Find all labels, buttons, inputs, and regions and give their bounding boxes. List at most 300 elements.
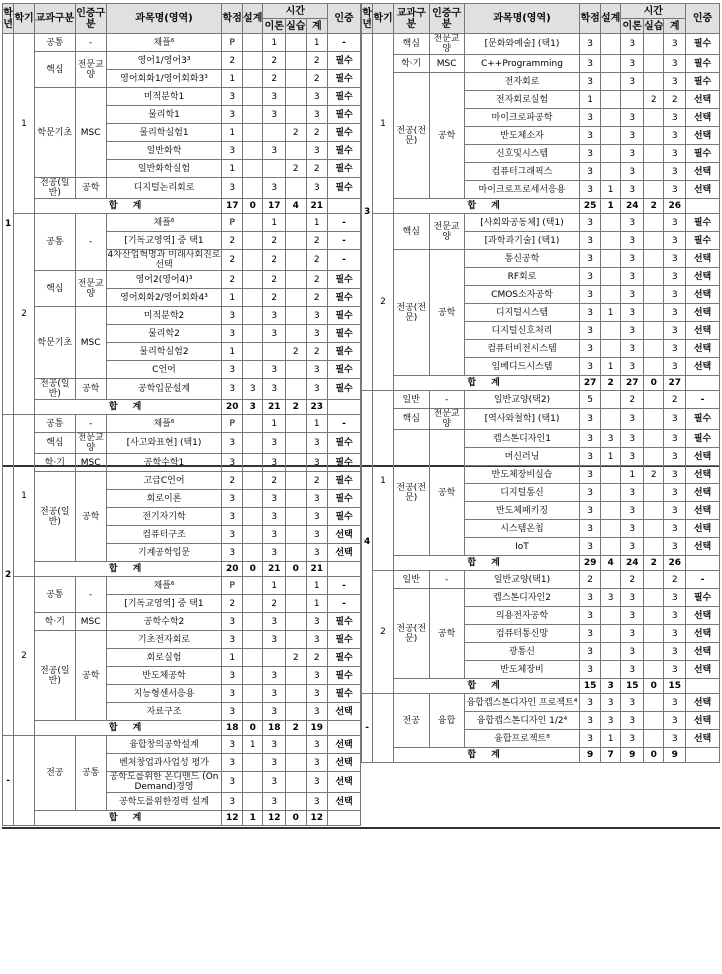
cert-cell: 필수 — [328, 289, 361, 307]
year-cell: 1 — [3, 34, 14, 415]
total-practice: 2 — [643, 556, 664, 571]
cert-cell: 선택 — [686, 127, 720, 145]
total-cert — [686, 679, 720, 694]
cert-cell: 필수 — [328, 685, 361, 703]
design-cell — [600, 145, 621, 163]
credits-cell: 3 — [222, 772, 243, 793]
design-cell: 3 — [600, 712, 621, 730]
practice-cell — [643, 250, 664, 268]
subject-cell: 일반교양(택1) — [464, 571, 580, 589]
credits-cell: 3 — [222, 508, 243, 526]
division-cell: 공통 — [34, 415, 75, 433]
total-label: 합 계 — [34, 562, 222, 577]
subject-cell: C++Programming — [464, 55, 580, 73]
header-time: 시간 — [621, 4, 686, 19]
theory-cell: 3 — [621, 322, 644, 340]
theory-cell: 3 — [621, 268, 644, 286]
credits-cell: 3 — [580, 625, 601, 643]
division-cell: 학문기초 — [34, 88, 75, 178]
theory-cell: 3 — [621, 55, 644, 73]
cert-type-cell: 공학 — [75, 631, 106, 721]
subject-cell: 컴퓨터구조 — [106, 526, 222, 544]
credits-cell: 3 — [580, 163, 601, 181]
subject-cell: 반도체공학 — [106, 667, 222, 685]
practice-cell — [286, 361, 307, 379]
practice-cell — [286, 754, 307, 772]
design-cell — [242, 793, 263, 811]
total-cell: 1 — [306, 34, 328, 52]
subject-cell: 영어2(영어4)³ — [106, 271, 222, 289]
cert-cell: - — [328, 214, 361, 232]
subject-cell: 반도체소자 — [464, 127, 580, 145]
total-cell: 3 — [664, 409, 686, 430]
total-cell: 3 — [664, 304, 686, 322]
semester-cell: 1 — [14, 34, 35, 214]
theory-cell: 2 — [621, 391, 644, 409]
total-credits: 17 — [222, 199, 243, 214]
semester-cell: 1 — [373, 34, 394, 214]
credits-cell: 3 — [222, 106, 243, 124]
total-cell: 1 — [306, 415, 328, 433]
total-cert — [686, 556, 720, 571]
header-time: 시간 — [263, 4, 328, 19]
credits-cell: 3 — [580, 73, 601, 91]
subject-cell: [기독교영역] 중 택1 — [106, 232, 222, 250]
header-division: 교과구분 — [393, 4, 429, 34]
cert-cell: 필수 — [328, 490, 361, 508]
practice-cell: 2 — [286, 160, 307, 178]
division-cell: 핵심 — [34, 52, 75, 88]
division-cell: 일반 — [393, 391, 429, 409]
theory-cell: 2 — [263, 472, 286, 490]
practice-cell — [643, 358, 664, 376]
practice-cell — [286, 325, 307, 343]
total-cell: 3 — [306, 88, 328, 106]
total-cell: 3 — [306, 736, 328, 754]
subject-cell: 시스템온칩 — [464, 520, 580, 538]
division-cell: 전공(전문) — [393, 73, 429, 199]
table-row — [3, 271, 361, 289]
cert-type-cell: MSC — [75, 307, 106, 379]
theory-cell: 2 — [263, 70, 286, 88]
subject-cell: 일반교양(택2) — [464, 391, 580, 409]
theory-cell: 3 — [263, 178, 286, 199]
cert-cell: 필수 — [686, 55, 720, 73]
cert-cell: 필수 — [328, 472, 361, 490]
design-cell — [242, 178, 263, 199]
practice-cell — [643, 430, 664, 448]
division-cell: 전공(전문) — [393, 250, 429, 376]
design-cell — [242, 613, 263, 631]
practice-cell — [286, 142, 307, 160]
credits-cell: 3 — [580, 520, 601, 538]
subject-cell: 공학수학2 — [106, 613, 222, 631]
cert-cell: - — [328, 595, 361, 613]
credits-cell: 1 — [222, 124, 243, 142]
cert-type-cell: 전문교양 — [429, 214, 464, 250]
design-cell — [600, 643, 621, 661]
table-row — [3, 433, 361, 454]
total-credits: 18 — [222, 721, 243, 736]
table-row — [362, 430, 720, 448]
header-credits: 학점 — [222, 4, 243, 34]
total-cell: 3 — [306, 379, 328, 400]
theory-cell: 3 — [621, 589, 644, 607]
credits-cell: 3 — [222, 454, 243, 472]
total-cell: 2 — [306, 289, 328, 307]
total-theory: 21 — [263, 400, 286, 415]
subject-cell: 일반화학실험 — [106, 160, 222, 178]
practice-cell — [286, 232, 307, 250]
total-cell: 3 — [664, 607, 686, 625]
cert-cell: 선택 — [686, 340, 720, 358]
total-label: 합 계 — [393, 748, 580, 763]
total-cell: 3 — [306, 361, 328, 379]
subject-cell: 반도체장비실습 — [464, 466, 580, 484]
design-cell — [242, 685, 263, 703]
header-subject: 과목명(영역) — [464, 4, 580, 34]
table-row — [3, 379, 361, 400]
cert-type-cell: - — [429, 391, 464, 409]
theory-cell: 3 — [621, 661, 644, 679]
subject-cell: 채플⁶ — [106, 34, 222, 52]
cert-cell: 선택 — [686, 538, 720, 556]
practice-cell — [643, 55, 664, 73]
total-row — [3, 400, 361, 415]
table-row — [362, 214, 720, 232]
theory-cell: 3 — [263, 526, 286, 544]
cert-type-cell: 공학 — [429, 250, 464, 376]
practice-cell — [643, 643, 664, 661]
semester-cell — [14, 736, 35, 826]
design-cell — [600, 520, 621, 538]
design-cell: 1 — [600, 448, 621, 466]
theory-cell: 2 — [621, 571, 644, 589]
subject-cell: [역사와철학] (택1) — [464, 409, 580, 430]
total-cert — [686, 199, 720, 214]
cert-cell: 필수 — [328, 142, 361, 160]
theory-cell: 3 — [621, 643, 644, 661]
total-practice: 4 — [286, 199, 307, 214]
design-cell — [600, 391, 621, 409]
cert-cell: 선택 — [328, 736, 361, 754]
credits-cell: P — [222, 415, 243, 433]
credits-cell: 3 — [222, 736, 243, 754]
theory-cell: 3 — [621, 358, 644, 376]
total-cell: 3 — [306, 685, 328, 703]
subject-cell: 물리학실험2 — [106, 343, 222, 361]
total-cell: 2 — [306, 160, 328, 178]
cert-type-cell: 공학 — [75, 379, 106, 400]
total-total: 19 — [306, 721, 328, 736]
header-practice: 실습 — [644, 20, 664, 32]
total-cell: 3 — [664, 181, 686, 199]
subject-cell: 디지털논리회로 — [106, 178, 222, 199]
semester-cell: 1 — [373, 391, 394, 571]
cert-cell: 선택 — [686, 163, 720, 181]
header-cert: 인증 — [686, 4, 720, 34]
subject-cell: 채플⁶ — [106, 415, 222, 433]
total-label: 합 계 — [393, 679, 580, 694]
theory-cell: 3 — [263, 508, 286, 526]
header-subject: 과목명(영역) — [106, 4, 222, 34]
design-cell — [600, 607, 621, 625]
design-cell — [242, 454, 263, 472]
total-cell: 3 — [306, 754, 328, 772]
design-cell — [600, 232, 621, 250]
total-cell: 2 — [306, 124, 328, 142]
subject-cell: 통신공학 — [464, 250, 580, 268]
semester-cell: 1 — [14, 415, 35, 577]
theory-cell: 3 — [621, 430, 644, 448]
semester-cell: 2 — [373, 214, 394, 391]
division-cell: 전공 — [34, 736, 75, 811]
credits-cell: 3 — [222, 142, 243, 160]
practice-cell — [643, 589, 664, 607]
practice-cell — [286, 289, 307, 307]
total-total: 21 — [306, 199, 328, 214]
practice-cell: 2 — [643, 466, 664, 484]
credits-cell: 2 — [222, 250, 243, 271]
cert-cell: 선택 — [686, 712, 720, 730]
header-division: 교과구분 — [34, 4, 75, 34]
credits-cell: 3 — [580, 250, 601, 268]
practice-cell — [643, 484, 664, 502]
practice-cell — [643, 340, 664, 358]
credits-cell: 3 — [222, 379, 243, 400]
theory-cell: 1 — [263, 214, 286, 232]
total-design: 1 — [600, 199, 621, 214]
total-cell: 3 — [306, 454, 328, 472]
subject-cell: 공학수학1 — [106, 454, 222, 472]
credits-cell: 2 — [222, 232, 243, 250]
cert-cell: 선택 — [686, 466, 720, 484]
subject-cell: C언어 — [106, 361, 222, 379]
theory-cell: 3 — [621, 304, 644, 322]
practice-cell — [643, 571, 664, 589]
cert-cell: - — [686, 391, 720, 409]
cert-cell: 선택 — [686, 625, 720, 643]
subject-cell: 광통신 — [464, 643, 580, 661]
practice-cell — [286, 526, 307, 544]
total-practice: 2 — [286, 721, 307, 736]
credits-cell: 3 — [222, 685, 243, 703]
design-cell: 3 — [600, 430, 621, 448]
subject-cell: 회로실험 — [106, 649, 222, 667]
total-cell: 3 — [664, 520, 686, 538]
division-cell: 핵심 — [34, 271, 75, 307]
total-cell: 3 — [664, 466, 686, 484]
cert-cell: - — [328, 232, 361, 250]
theory-cell: 3 — [621, 484, 644, 502]
design-cell — [242, 649, 263, 667]
theory-cell: 3 — [263, 106, 286, 124]
practice-cell — [643, 712, 664, 730]
total-row — [3, 562, 361, 577]
theory-cell: 3 — [263, 667, 286, 685]
theory-cell — [263, 124, 286, 142]
total-cell: 3 — [306, 508, 328, 526]
cert-cell: 선택 — [686, 607, 720, 625]
credits-cell: 3 — [580, 286, 601, 304]
theory-cell: 3 — [263, 490, 286, 508]
practice-cell — [286, 613, 307, 631]
credits-cell: 3 — [580, 145, 601, 163]
division-cell: 핵심 — [34, 433, 75, 454]
design-cell — [242, 307, 263, 325]
theory-cell — [263, 160, 286, 178]
subject-cell: 전기자기학 — [106, 508, 222, 526]
subject-cell: 반도체장비 — [464, 661, 580, 679]
cert-cell: 선택 — [686, 661, 720, 679]
design-cell — [242, 577, 263, 595]
header-cert-type: 인증구분 — [429, 4, 464, 34]
table-row — [362, 391, 720, 409]
practice-cell — [643, 286, 664, 304]
practice-cell — [643, 73, 664, 91]
total-cell: 3 — [664, 127, 686, 145]
credits-cell: 3 — [580, 607, 601, 625]
total-cell: 2 — [664, 571, 686, 589]
total-label: 합 계 — [34, 199, 222, 214]
cert-cell: 선택 — [328, 772, 361, 793]
year-cell: - — [3, 736, 14, 826]
design-cell — [242, 250, 263, 271]
total-cell: 2 — [306, 472, 328, 490]
cert-cell: 선택 — [328, 526, 361, 544]
total-credits: 29 — [580, 556, 601, 571]
design-cell — [600, 55, 621, 73]
practice-cell — [643, 163, 664, 181]
cert-cell: 선택 — [686, 502, 720, 520]
table-row — [362, 55, 720, 73]
division-cell: 공통 — [34, 577, 75, 613]
subject-cell: 물리학2 — [106, 325, 222, 343]
credits-cell: 3 — [222, 754, 243, 772]
theory-cell: 3 — [621, 73, 644, 91]
division-cell: 전공 — [393, 694, 429, 748]
total-cell: 3 — [306, 544, 328, 562]
design-cell — [600, 484, 621, 502]
total-cert — [328, 811, 361, 826]
credits-cell: 3 — [580, 484, 601, 502]
cert-cell: 선택 — [328, 793, 361, 811]
total-total: 23 — [306, 400, 328, 415]
cert-type-cell: 공학 — [75, 178, 106, 199]
table-row — [3, 52, 361, 70]
header-practice: 실습 — [286, 20, 306, 32]
cert-cell: 필수 — [328, 649, 361, 667]
cert-cell: 필수 — [328, 379, 361, 400]
design-cell — [242, 214, 263, 232]
header-total: 계 — [306, 19, 328, 34]
subject-cell: 미적분학1 — [106, 88, 222, 106]
total-cell: 3 — [664, 322, 686, 340]
practice-cell — [643, 127, 664, 145]
design-cell — [242, 544, 263, 562]
credits-cell: 3 — [580, 448, 601, 466]
total-cert — [686, 376, 720, 391]
credits-cell: 2 — [580, 571, 601, 589]
total-total: 26 — [664, 556, 686, 571]
practice-cell — [286, 88, 307, 106]
total-cell: 3 — [306, 631, 328, 649]
credits-cell: 3 — [580, 643, 601, 661]
credits-cell: 2 — [222, 472, 243, 490]
subject-cell: 기초전자회로 — [106, 631, 222, 649]
credits-cell: 3 — [580, 55, 601, 73]
credits-cell: 3 — [580, 430, 601, 448]
cert-cell: 필수 — [328, 106, 361, 124]
credits-cell: 3 — [222, 433, 243, 454]
table-row — [362, 694, 720, 712]
year-divider — [2, 827, 720, 829]
design-cell — [600, 250, 621, 268]
design-cell — [242, 772, 263, 793]
theory-cell: 3 — [621, 712, 644, 730]
theory-cell: 2 — [263, 271, 286, 289]
total-cell: 2 — [664, 91, 686, 109]
credits-cell: 3 — [580, 109, 601, 127]
design-cell: 3 — [242, 379, 263, 400]
cert-cell: 선택 — [686, 109, 720, 127]
practice-cell — [286, 703, 307, 721]
cert-cell: 필수 — [328, 70, 361, 88]
header-total: 계 — [664, 19, 686, 34]
total-label: 합 계 — [393, 376, 580, 391]
total-label: 합 계 — [34, 400, 222, 415]
total-cell: 3 — [664, 589, 686, 607]
practice-cell — [286, 577, 307, 595]
table-row — [3, 631, 361, 649]
division-cell: 공통 — [34, 34, 75, 52]
practice-cell — [643, 109, 664, 127]
practice-cell — [643, 502, 664, 520]
design-cell — [242, 703, 263, 721]
subject-cell: 물리학1 — [106, 106, 222, 124]
credits-cell: P — [222, 214, 243, 232]
design-cell: 1 — [600, 304, 621, 322]
total-cell: 3 — [664, 340, 686, 358]
theory-cell: 3 — [621, 502, 644, 520]
cert-type-cell: - — [75, 34, 106, 52]
credits-cell: P — [222, 34, 243, 52]
total-cell: 3 — [306, 772, 328, 793]
total-label: 합 계 — [34, 811, 222, 826]
total-practice: 0 — [643, 679, 664, 694]
cert-cell: 선택 — [686, 730, 720, 748]
division-cell: 학·기 — [34, 613, 75, 631]
year-cell: 3 — [362, 34, 373, 391]
total-cell: 3 — [664, 232, 686, 250]
practice-cell — [286, 106, 307, 124]
credits-cell: 3 — [580, 127, 601, 145]
credits-cell: 3 — [580, 409, 601, 430]
design-cell — [242, 490, 263, 508]
design-cell — [242, 508, 263, 526]
credits-cell: 3 — [580, 322, 601, 340]
theory-cell: 3 — [263, 772, 286, 793]
credits-cell: 3 — [222, 793, 243, 811]
total-cell: 3 — [306, 142, 328, 160]
table-row — [362, 409, 720, 430]
table-row — [362, 73, 720, 91]
division-cell: 핵심 — [393, 214, 429, 250]
credits-cell: 1 — [222, 289, 243, 307]
division-cell: 전공(일반) — [34, 178, 75, 199]
total-cell: 3 — [664, 109, 686, 127]
subject-cell: 머신러닝 — [464, 448, 580, 466]
